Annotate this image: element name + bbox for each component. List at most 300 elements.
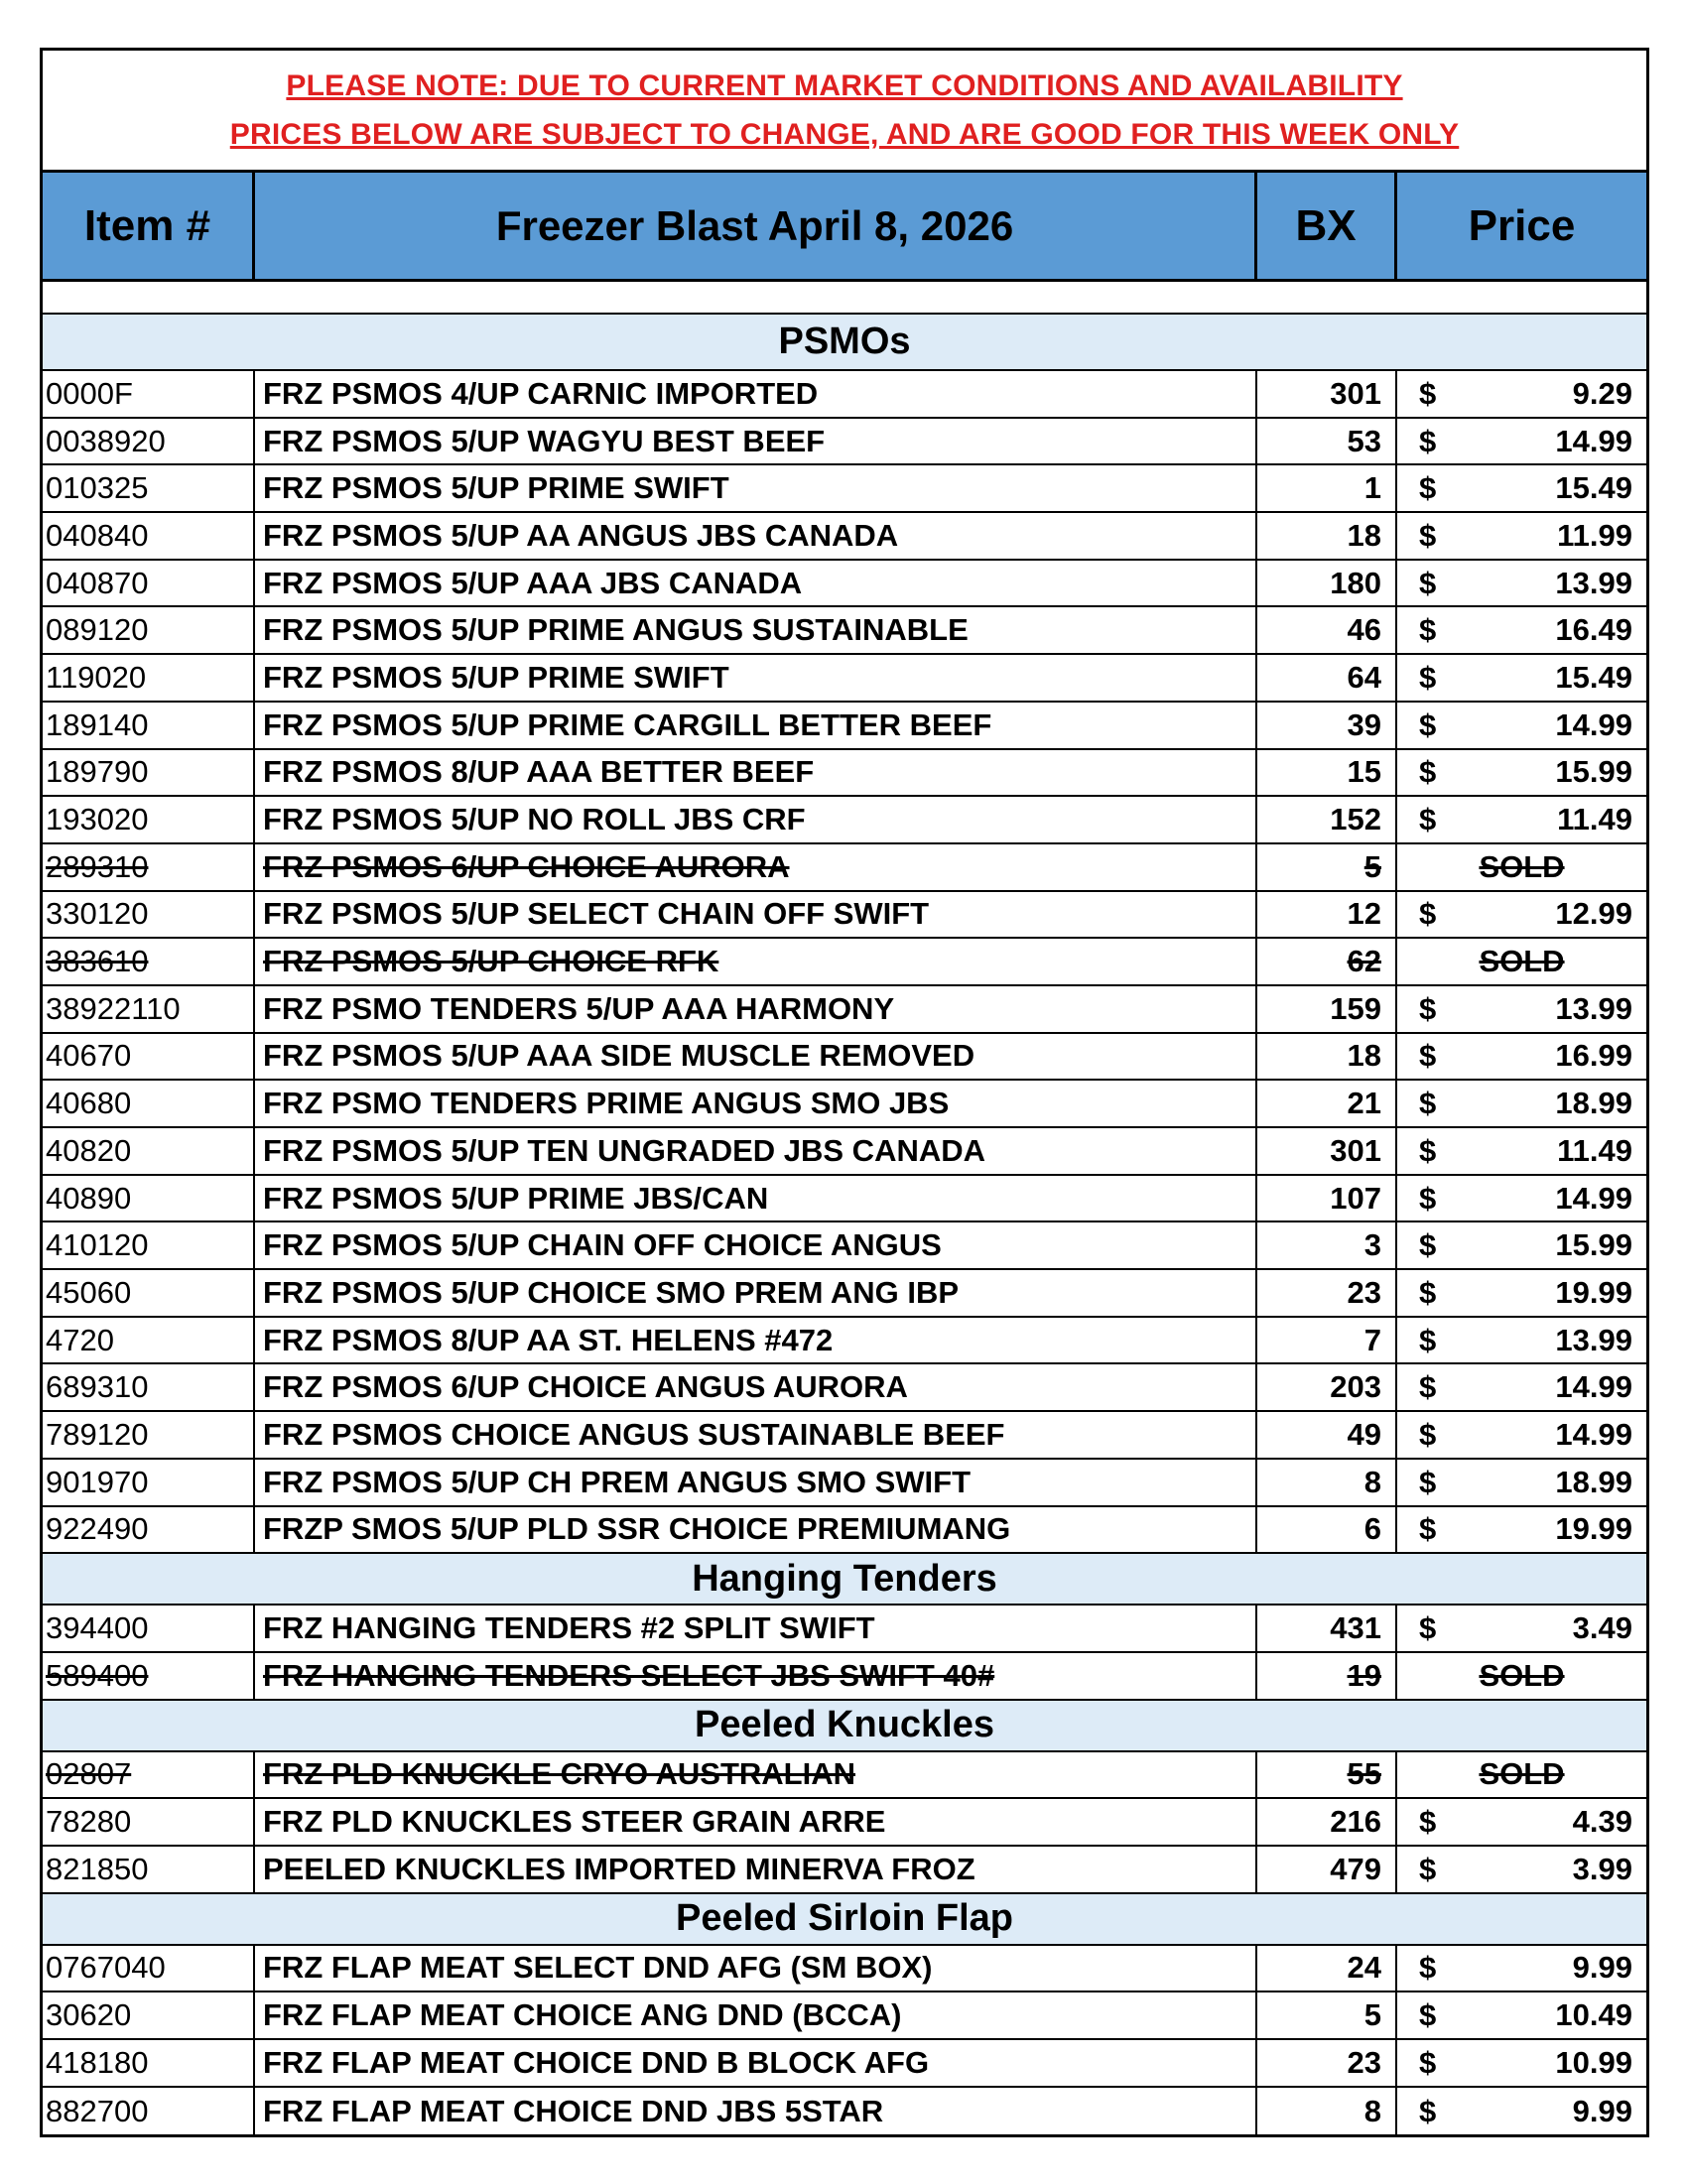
table-row	[43, 607, 1646, 655]
item-number	[43, 2040, 255, 2086]
price-cell	[1397, 1176, 1646, 1221]
currency-symbol: $	[1419, 659, 1437, 695]
price-cell	[1397, 844, 1646, 890]
table-row	[43, 2088, 1646, 2135]
price-value: 11.49	[1557, 802, 1632, 837]
price-value: SOLD	[1479, 848, 1565, 884]
item-description-text: FRZ FLAP MEAT CHOICE ANG DND (BCCA)	[263, 1997, 902, 2033]
currency-symbol: $	[1419, 1416, 1437, 1452]
currency-symbol: $	[1419, 1464, 1437, 1499]
box-count	[1257, 1799, 1397, 1845]
header-title: Freezer Blast April 8, 2026	[255, 173, 1257, 279]
box-count-text: 18	[1347, 517, 1381, 553]
item-number-text: 089120	[46, 612, 149, 648]
item-description	[255, 1412, 1257, 1458]
table-row	[43, 1081, 1646, 1128]
box-count-text: 64	[1347, 659, 1381, 695]
box-count-text: 55	[1347, 1756, 1381, 1792]
currency-symbol: $	[1419, 1997, 1437, 2033]
item-number	[43, 844, 255, 890]
item-number-text: 040840	[46, 517, 149, 553]
item-number-text: 689310	[46, 1369, 149, 1405]
item-description	[255, 750, 1257, 796]
price-cell	[1397, 2088, 1646, 2135]
price-value: 14.99	[1555, 707, 1632, 742]
price-cell	[1397, 1318, 1646, 1363]
item-description-text: FRZ PSMOS 5/UP CHOICE RFK	[263, 944, 719, 979]
currency-symbol: $	[1419, 754, 1437, 790]
price-cell	[1397, 750, 1646, 796]
price-cell	[1397, 1653, 1646, 1699]
price-value: SOLD	[1479, 1657, 1565, 1693]
item-number	[43, 703, 255, 748]
item-description	[255, 1270, 1257, 1316]
item-number-text: 394400	[46, 1610, 149, 1646]
item-description-text: FRZ PSMOS 5/UP PRIME JBS/CAN	[263, 1180, 769, 1216]
box-count	[1257, 939, 1397, 984]
price-cell	[1397, 465, 1646, 511]
box-count-text: 159	[1330, 990, 1381, 1026]
item-description-text: FRZ PSMOS 5/UP AA ANGUS JBS CANADA	[263, 517, 899, 553]
item-number-text: 40680	[46, 1086, 132, 1121]
header-bx: BX	[1257, 173, 1397, 279]
item-number	[43, 797, 255, 842]
item-number-text: 922490	[46, 1511, 149, 1547]
box-count	[1257, 1270, 1397, 1316]
box-count	[1257, 750, 1397, 796]
price-value: 15.99	[1555, 1227, 1632, 1263]
currency-symbol: $	[1419, 375, 1437, 411]
item-description	[255, 1128, 1257, 1174]
item-description	[255, 371, 1257, 417]
price-value: 15.99	[1555, 754, 1632, 790]
table-row	[43, 939, 1646, 986]
item-number	[43, 465, 255, 511]
price-cell	[1397, 1507, 1646, 1553]
box-count	[1257, 1318, 1397, 1363]
item-description-text: FRZ PSMOS 5/UP NO ROLL JBS CRF	[263, 802, 806, 837]
item-number-text: 45060	[46, 1274, 132, 1310]
box-count-text: 15	[1347, 754, 1381, 790]
currency-symbol: $	[1419, 1038, 1437, 1074]
price-cell	[1397, 1992, 1646, 2038]
price-value: 3.49	[1572, 1610, 1632, 1646]
item-number-text: 418180	[46, 2044, 149, 2080]
item-number-text: 193020	[46, 802, 149, 837]
market-notice	[43, 51, 1646, 173]
item-number	[43, 939, 255, 984]
price-cell	[1397, 1412, 1646, 1458]
price-cell	[1397, 1034, 1646, 1080]
item-number	[43, 607, 255, 653]
box-count-text: 19	[1347, 1657, 1381, 1693]
section-heading: Hanging Tenders	[43, 1554, 1646, 1606]
item-description-text: FRZ PSMOS 8/UP AA ST. HELENS #472	[263, 1322, 834, 1357]
item-description-text: FRZ PSMOS 4/UP CARNIC IMPORTED	[263, 375, 819, 411]
price-value: 10.99	[1555, 2044, 1632, 2080]
price-cell	[1397, 703, 1646, 748]
box-count	[1257, 655, 1397, 701]
item-number	[43, 655, 255, 701]
currency-symbol: $	[1419, 1511, 1437, 1547]
item-number	[43, 1992, 255, 2038]
item-number-text: 30620	[46, 1997, 132, 2033]
item-description	[255, 1507, 1257, 1553]
item-number-text: 383610	[46, 944, 149, 979]
currency-symbol: $	[1419, 1274, 1437, 1310]
price-value: 3.99	[1572, 1851, 1632, 1886]
table-row	[43, 1946, 1646, 1993]
price-value: 9.99	[1572, 2093, 1632, 2128]
price-sheet	[40, 48, 1649, 2137]
table-row	[43, 1653, 1646, 1701]
item-description	[255, 703, 1257, 748]
box-count-text: 216	[1330, 1804, 1381, 1840]
price-cell	[1397, 986, 1646, 1032]
price-cell	[1397, 419, 1646, 464]
box-count	[1257, 1081, 1397, 1126]
box-count-text: 5	[1363, 1997, 1381, 2033]
notice-line-1: PLEASE NOTE: DUE TO CURRENT MARKET CONDITIONS AND AVAILABILITY	[286, 69, 1403, 102]
box-count	[1257, 1364, 1397, 1410]
price-value: 14.99	[1555, 423, 1632, 458]
box-count-text: 1	[1363, 470, 1381, 506]
item-description-text: FRZ PSMOS 5/UP PRIME SWIFT	[263, 659, 729, 695]
item-number-text: 189140	[46, 707, 149, 742]
box-count	[1257, 986, 1397, 1032]
item-description	[255, 2088, 1257, 2135]
item-number-text: 040870	[46, 565, 149, 600]
table-row	[43, 1752, 1646, 1800]
box-count	[1257, 561, 1397, 606]
item-description-text: FRZ PSMO TENDERS 5/UP AAA HARMONY	[263, 990, 895, 1026]
item-description	[255, 797, 1257, 842]
item-number-text: 330120	[46, 896, 149, 932]
item-description	[255, 607, 1257, 653]
box-count-text: 203	[1330, 1369, 1381, 1405]
table-row	[43, 1128, 1646, 1176]
box-count-text: 53	[1347, 423, 1381, 458]
price-value: 18.99	[1555, 1464, 1632, 1499]
box-count-text: 301	[1330, 1132, 1381, 1168]
box-count	[1257, 2040, 1397, 2086]
item-description	[255, 986, 1257, 1032]
item-number	[43, 1034, 255, 1080]
item-description	[255, 1318, 1257, 1363]
item-number	[43, 986, 255, 1032]
item-description-text: FRZP SMOS 5/UP PLD SSR CHOICE PREMIUMANG	[263, 1511, 1011, 1547]
item-number-text: 40890	[46, 1180, 132, 1216]
item-description	[255, 655, 1257, 701]
table-row	[43, 1460, 1646, 1507]
price-value: 19.99	[1555, 1511, 1632, 1547]
price-value: 9.29	[1572, 375, 1632, 411]
price-cell	[1397, 892, 1646, 938]
item-description	[255, 1176, 1257, 1221]
table-row	[43, 844, 1646, 892]
item-description-text: FRZ PSMOS 5/UP PRIME ANGUS SUSTAINABLE	[263, 612, 969, 648]
price-value: 15.49	[1555, 659, 1632, 695]
box-count	[1257, 1128, 1397, 1174]
currency-symbol: $	[1419, 1132, 1437, 1168]
item-number-text: 882700	[46, 2093, 149, 2128]
item-description	[255, 513, 1257, 559]
item-number	[43, 1412, 255, 1458]
item-description-text: FRZ PSMOS 5/UP WAGYU BEST BEEF	[263, 423, 826, 458]
price-value: 13.99	[1555, 1322, 1632, 1357]
header-price: Price	[1468, 200, 1576, 250]
item-number-text: 189790	[46, 754, 149, 790]
box-count	[1257, 1222, 1397, 1268]
price-cell	[1397, 607, 1646, 653]
table-row	[43, 1992, 1646, 2040]
item-description	[255, 561, 1257, 606]
item-number	[43, 2088, 255, 2135]
item-number-text: 119020	[46, 659, 147, 695]
box-count-text: 107	[1330, 1180, 1381, 1216]
box-count	[1257, 1847, 1397, 1892]
item-number	[43, 513, 255, 559]
price-value: 13.99	[1555, 565, 1632, 600]
price-cell	[1397, 1460, 1646, 1505]
item-description-text: FRZ PSMOS 5/UP TEN UNGRADED JBS CANADA	[263, 1132, 986, 1168]
table-row	[43, 1222, 1646, 1270]
price-cell	[1397, 1128, 1646, 1174]
currency-symbol: $	[1419, 470, 1437, 506]
item-number	[43, 1799, 255, 1845]
item-number	[43, 1318, 255, 1363]
item-number-text: 40820	[46, 1132, 132, 1168]
price-value: 11.49	[1557, 1132, 1632, 1168]
item-number	[43, 1176, 255, 1221]
box-count-text: 6	[1363, 1511, 1381, 1547]
box-count-text: 7	[1363, 1322, 1381, 1357]
price-value: 13.99	[1555, 990, 1632, 1026]
box-count	[1257, 1992, 1397, 2038]
price-value: 11.99	[1557, 517, 1632, 553]
currency-symbol: $	[1419, 1369, 1437, 1405]
box-count	[1257, 1752, 1397, 1798]
box-count-text: 62	[1347, 944, 1381, 979]
box-count-text: 18	[1347, 1038, 1381, 1074]
price-cell	[1397, 513, 1646, 559]
box-count-text: 479	[1330, 1851, 1381, 1886]
item-number	[43, 1128, 255, 1174]
table-row	[43, 465, 1646, 513]
item-number	[43, 1946, 255, 1991]
table-row	[43, 1799, 1646, 1847]
item-description-text: FRZ PSMOS 5/UP CHAIN OFF CHOICE ANGUS	[263, 1227, 942, 1263]
table-row	[43, 1270, 1646, 1318]
box-count	[1257, 2088, 1397, 2135]
item-number-text: 289310	[46, 848, 149, 884]
price-value: 14.99	[1555, 1416, 1632, 1452]
table-row	[43, 986, 1646, 1034]
price-cell	[1397, 797, 1646, 842]
currency-symbol: $	[1419, 565, 1437, 600]
item-number	[43, 892, 255, 938]
item-description	[255, 844, 1257, 890]
box-count-text: 3	[1363, 1227, 1381, 1263]
price-value: 19.99	[1555, 1274, 1632, 1310]
item-description	[255, 1081, 1257, 1126]
table-row	[43, 1507, 1646, 1555]
item-description-text: FRZ PSMOS 5/UP PRIME SWIFT	[263, 470, 729, 506]
currency-symbol: $	[1419, 1804, 1437, 1840]
item-description-text: FRZ PSMOS 6/UP CHOICE ANGUS AURORA	[263, 1369, 908, 1405]
currency-symbol: $	[1419, 1322, 1437, 1357]
price-cell	[1397, 371, 1646, 417]
table-row	[43, 2040, 1646, 2088]
item-description	[255, 1034, 1257, 1080]
item-number-text: 589400	[46, 1657, 149, 1693]
item-description	[255, 892, 1257, 938]
currency-symbol: $	[1419, 896, 1437, 932]
table-row	[43, 655, 1646, 703]
section-heading: Peeled Sirloin Flap	[43, 1894, 1646, 1946]
item-description	[255, 1653, 1257, 1699]
currency-symbol: $	[1419, 517, 1437, 553]
item-number	[43, 1364, 255, 1410]
item-number	[43, 1460, 255, 1505]
currency-symbol: $	[1419, 1086, 1437, 1121]
table-row	[43, 561, 1646, 608]
item-number-text: 40670	[46, 1038, 132, 1074]
item-number	[43, 1653, 255, 1699]
price-value: 10.49	[1555, 1997, 1632, 2033]
item-number-text: 4720	[46, 1322, 114, 1357]
table-row	[43, 1412, 1646, 1460]
box-count-text: 23	[1347, 1274, 1381, 1310]
item-description-text: FRZ PSMOS 5/UP CHOICE SMO PREM ANG IBP	[263, 1274, 960, 1310]
item-description-text: FRZ HANGING TENDERS SELECT JBS SWIFT 40#	[263, 1657, 995, 1693]
item-number	[43, 1606, 255, 1651]
item-number	[43, 1270, 255, 1316]
item-description-text: FRZ FLAP MEAT CHOICE DND JBS 5STAR	[263, 2093, 884, 2128]
item-description	[255, 1946, 1257, 1991]
item-number	[43, 561, 255, 606]
item-number-text: 0038920	[46, 423, 166, 458]
table-row	[43, 1034, 1646, 1082]
item-number	[43, 750, 255, 796]
box-count-text: 152	[1330, 802, 1381, 837]
table-row	[43, 1318, 1646, 1365]
item-description	[255, 1460, 1257, 1505]
box-count	[1257, 1653, 1397, 1699]
box-count	[1257, 892, 1397, 938]
box-count-text: 49	[1347, 1416, 1381, 1452]
item-number-text: 0767040	[46, 1950, 166, 1986]
item-description-text: FRZ PSMOS CHOICE ANGUS SUSTAINABLE BEEF	[263, 1416, 1005, 1452]
item-description	[255, 1364, 1257, 1410]
table-row	[43, 1176, 1646, 1223]
item-description	[255, 419, 1257, 464]
item-description	[255, 465, 1257, 511]
box-count	[1257, 371, 1397, 417]
item-description	[255, 1606, 1257, 1651]
item-description-text: FRZ PSMO TENDERS PRIME ANGUS SMO JBS	[263, 1086, 950, 1121]
item-description	[255, 1992, 1257, 2038]
item-description-text: PEELED KNUCKLES IMPORTED MINERVA FROZ	[263, 1851, 975, 1886]
table-row	[43, 750, 1646, 798]
box-count-text: 8	[1363, 1464, 1381, 1499]
item-number	[43, 1847, 255, 1892]
item-description-text: FRZ FLAP MEAT CHOICE DND B BLOCK AFG	[263, 2044, 930, 2080]
item-number-text: 821850	[46, 1851, 149, 1886]
price-value: 12.99	[1555, 896, 1632, 932]
currency-symbol: $	[1419, 1227, 1437, 1263]
item-number-text: 410120	[46, 1227, 149, 1263]
box-count	[1257, 419, 1397, 464]
item-description-text: FRZ PSMOS 5/UP AAA SIDE MUSCLE REMOVED	[263, 1038, 975, 1074]
item-description-text: FRZ PSMOS 5/UP AAA JBS CANADA	[263, 565, 803, 600]
item-description	[255, 1847, 1257, 1892]
item-description	[255, 1222, 1257, 1268]
price-cell	[1397, 1081, 1646, 1126]
currency-symbol: $	[1419, 1950, 1437, 1986]
item-description-text: FRZ FLAP MEAT SELECT DND AFG (SM BOX)	[263, 1950, 933, 1986]
box-count	[1257, 1606, 1397, 1651]
item-description-text: FRZ PLD KNUCKLES STEER GRAIN ARRE	[263, 1804, 886, 1840]
table-row	[43, 1364, 1646, 1412]
price-cell	[1397, 939, 1646, 984]
table-row	[43, 892, 1646, 940]
currency-symbol: $	[1419, 1610, 1437, 1646]
currency-symbol: $	[1419, 707, 1437, 742]
section-heading: PSMOs	[43, 315, 1646, 371]
table-header	[43, 173, 1646, 282]
header-item: Item #	[43, 173, 255, 279]
price-value: SOLD	[1479, 944, 1565, 979]
item-number-text: 901970	[46, 1464, 149, 1499]
table-body	[43, 315, 1646, 2134]
section-heading: Peeled Knuckles	[43, 1701, 1646, 1752]
box-count	[1257, 1034, 1397, 1080]
price-cell	[1397, 1799, 1646, 1845]
table-row	[43, 1847, 1646, 1894]
currency-symbol: $	[1419, 2044, 1437, 2080]
item-description-text: FRZ PSMOS 5/UP PRIME CARGILL BETTER BEEF	[263, 707, 992, 742]
currency-symbol: $	[1419, 423, 1437, 458]
currency-symbol: $	[1419, 612, 1437, 648]
item-description-text: FRZ PSMOS 5/UP CH PREM ANGUS SMO SWIFT	[263, 1464, 972, 1499]
price-cell	[1397, 1752, 1646, 1798]
currency-symbol: $	[1419, 2093, 1437, 2128]
price-value: 15.49	[1555, 470, 1632, 506]
item-number	[43, 1222, 255, 1268]
price-value: 16.99	[1555, 1038, 1632, 1074]
box-count	[1257, 1507, 1397, 1553]
item-number-text: 010325	[46, 470, 149, 506]
currency-symbol: $	[1419, 1851, 1437, 1886]
price-cell	[1397, 561, 1646, 606]
table-row	[43, 371, 1646, 419]
box-count-text: 301	[1330, 375, 1381, 411]
box-count	[1257, 1176, 1397, 1221]
table-row	[43, 1606, 1646, 1653]
price-value: 9.99	[1572, 1950, 1632, 1986]
box-count-text: 21	[1347, 1086, 1381, 1121]
box-count-text: 8	[1363, 2093, 1381, 2128]
item-number-text: 0000F	[46, 375, 133, 411]
box-count-text: 5	[1363, 848, 1381, 884]
box-count	[1257, 465, 1397, 511]
price-value: 16.49	[1555, 612, 1632, 648]
price-cell	[1397, 655, 1646, 701]
item-description-text: FRZ PSMOS 8/UP AAA BETTER BEEF	[263, 754, 815, 790]
price-cell	[1397, 1606, 1646, 1651]
box-count-text: 180	[1330, 565, 1381, 600]
